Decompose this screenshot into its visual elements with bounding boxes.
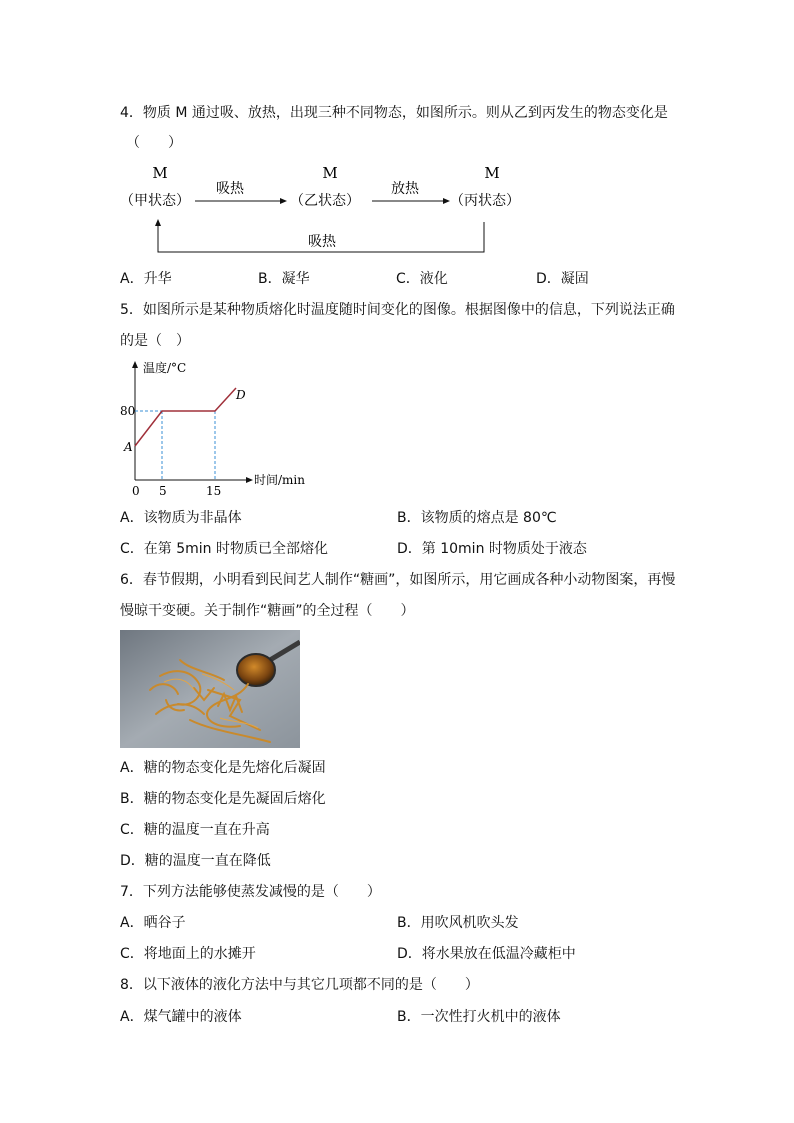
q4-arrow-2-head xyxy=(443,198,450,204)
q4-option-b: B．凝华 xyxy=(258,271,310,287)
q5-stem-2: 的是（ ） xyxy=(120,333,190,349)
q5-temperature-curve xyxy=(135,388,236,446)
q8-option-b: B．一次性打火机中的液体 xyxy=(397,1009,561,1025)
q5-x-axis-arrow xyxy=(246,477,253,483)
q4-arrow-3-label: 吸热 xyxy=(308,234,336,250)
q4-m-b: M xyxy=(322,164,338,182)
sugar-painting-photo xyxy=(120,630,300,748)
q4-state-diagram xyxy=(110,160,550,260)
q5-melting-graph xyxy=(118,358,318,500)
q5-tick-5: 5 xyxy=(159,484,167,498)
q8-stem: 8．以下液体的液化方法中与其它几项都不同的是（ ） xyxy=(120,977,479,993)
q8-option-a: A．煤气罐中的液体 xyxy=(120,1009,242,1025)
q5-y-label: 温度/°C xyxy=(143,361,187,375)
q5-label-80: 80 xyxy=(120,404,136,418)
q5-option-d: D．第 10min 时物质处于液态 xyxy=(397,541,587,557)
q4-arrow-1-head xyxy=(280,198,287,204)
q4-arrow-3-head xyxy=(155,219,161,226)
q4-state-b: （乙状态） xyxy=(290,193,360,209)
q6-option-b: B．糖的物态变化是先凝固后熔化 xyxy=(120,791,326,807)
q5-option-c: C．在第 5min 时物质已全部熔化 xyxy=(120,541,328,557)
q7-option-a: A．晒谷子 xyxy=(120,915,186,931)
q4-option-d: D．凝固 xyxy=(536,271,589,287)
q5-label-a: A xyxy=(124,440,133,454)
q4-state-c: （丙状态） xyxy=(450,193,520,209)
q5-y-axis-arrow xyxy=(132,361,138,368)
q5-option-b: B．该物质的熔点是 80℃ xyxy=(397,510,557,526)
q7-option-d: D．将水果放在低温冷藏柜中 xyxy=(397,946,576,962)
q6-option-a: A．糖的物态变化是先熔化后凝固 xyxy=(120,760,326,776)
q4-arrow-1-label: 吸热 xyxy=(216,181,244,197)
q6-option-c: C．糖的温度一直在升高 xyxy=(120,822,270,838)
q4-paren: （ ） xyxy=(126,135,182,151)
q4-option-a: A．升华 xyxy=(120,271,172,287)
q7-option-c: C．将地面上的水摊开 xyxy=(120,946,256,962)
q4-m-c: M xyxy=(484,164,500,182)
q4-state-a: （甲状态） xyxy=(120,193,190,209)
q4-option-c: C．液化 xyxy=(396,271,448,287)
q5-tick-0: 0 xyxy=(132,484,140,498)
q4-m-a: M xyxy=(152,164,168,182)
q4-arrow-2-label: 放热 xyxy=(391,181,419,197)
q5-label-d: D xyxy=(236,388,246,402)
q6-stem-2: 慢晾干变硬。关于制作“糖画”的全过程（ ） xyxy=(120,603,415,619)
q7-option-b: B．用吹风机吹头发 xyxy=(397,915,519,931)
q5-stem-1: 5．如图所示是某种物质熔化时温度随时间变化的图像。根据图像中的信息，下列说法正确 xyxy=(120,302,675,318)
q6-option-d: D．糖的温度一直在降低 xyxy=(120,853,271,869)
q7-stem: 7．下列方法能够使蒸发减慢的是（ ） xyxy=(120,884,381,900)
q5-option-a: A．该物质为非晶体 xyxy=(120,510,242,526)
q6-stem-1: 6．春节假期，小明看到民间艺人制作“糖画”，如图所示，用它画成各种小动物图案，再慢 xyxy=(120,572,676,588)
q5-x-label: 时间/min xyxy=(254,473,305,487)
q4-stem: 4．物质 M 通过吸、放热，出现三种不同物态，如图所示。则从乙到丙发生的物态变化是 xyxy=(120,105,668,121)
q5-tick-15: 15 xyxy=(206,484,222,498)
